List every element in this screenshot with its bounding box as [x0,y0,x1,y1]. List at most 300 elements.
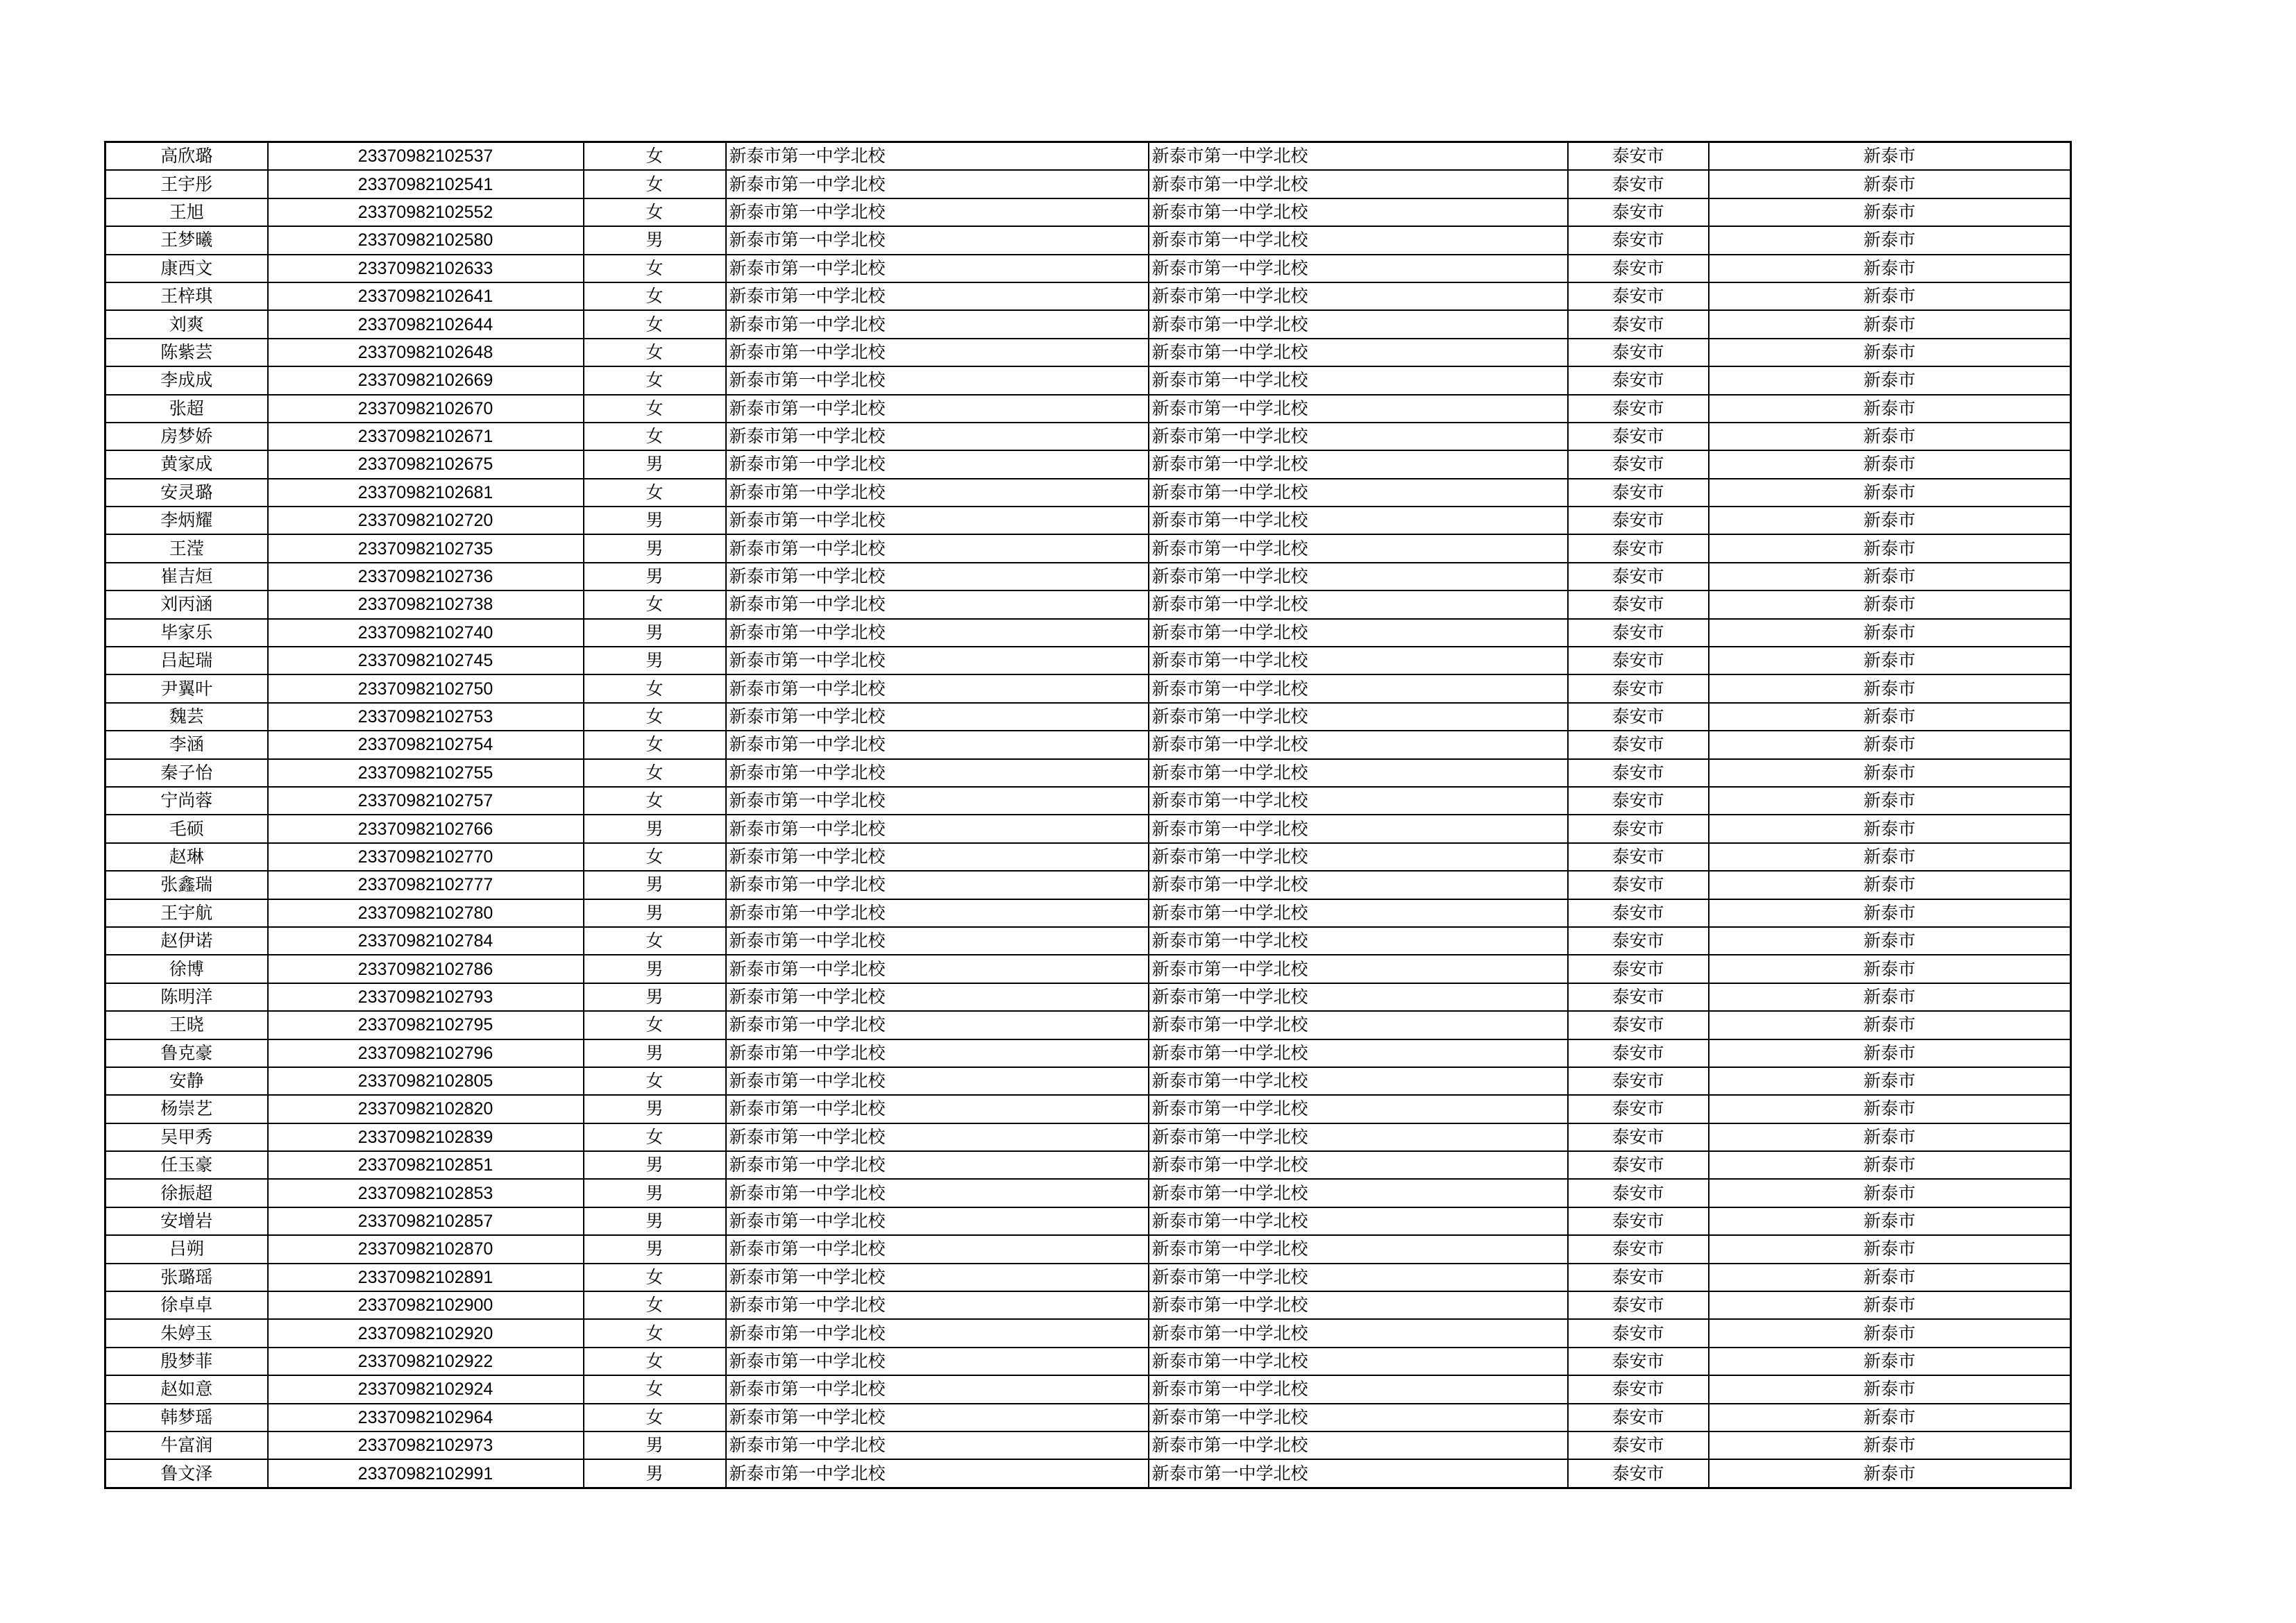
school2-cell: 新泰市第一中学北校 [1149,955,1568,983]
roster-body [105,142,2071,1488]
school-cell: 新泰市第一中学北校 [726,423,1149,450]
table-row [105,1459,2071,1488]
gender-cell: 女 [584,759,726,787]
gender-cell: 女 [584,395,726,423]
county-cell: 新泰市 [1709,255,2071,282]
student-id-cell: 23370982102766 [268,815,584,842]
county-cell: 新泰市 [1709,843,2071,871]
city-cell: 泰安市 [1568,1291,1709,1319]
table-row [105,1348,2071,1375]
table-row [105,339,2071,366]
student-id-cell: 23370982102839 [268,1123,584,1151]
county-cell: 新泰市 [1709,731,2071,758]
gender-cell: 男 [584,983,726,1011]
gender-cell: 女 [584,255,726,282]
school-cell: 新泰市第一中学北校 [726,759,1149,787]
school2-cell: 新泰市第一中学北校 [1149,674,1568,702]
county-cell: 新泰市 [1709,1123,2071,1151]
county-cell: 新泰市 [1709,142,2071,171]
school-cell: 新泰市第一中学北校 [726,787,1149,815]
school2-cell: 新泰市第一中学北校 [1149,1404,1568,1431]
gender-cell: 女 [584,142,726,171]
county-cell: 新泰市 [1709,170,2071,198]
student-id-cell: 23370982102973 [268,1431,584,1459]
county-cell: 新泰市 [1709,507,2071,534]
school-cell: 新泰市第一中学北校 [726,282,1149,310]
county-cell: 新泰市 [1709,310,2071,338]
table-row [105,815,2071,842]
city-cell: 泰安市 [1568,423,1709,450]
school2-cell: 新泰市第一中学北校 [1149,1095,1568,1123]
school2-cell: 新泰市第一中学北校 [1149,1067,1568,1095]
student-name-cell: 张鑫瑞 [105,871,268,899]
table-row [105,310,2071,338]
school2-cell: 新泰市第一中学北校 [1149,787,1568,815]
gender-cell: 女 [584,1264,726,1291]
student-name-cell: 李成成 [105,366,268,394]
gender-cell: 女 [584,787,726,815]
gender-cell: 男 [584,1095,726,1123]
student-name-cell: 吴甲秀 [105,1123,268,1151]
school-cell: 新泰市第一中学北校 [726,479,1149,507]
student-name-cell: 刘爽 [105,310,268,338]
student-name-cell: 王宇彤 [105,170,268,198]
city-cell: 泰安市 [1568,366,1709,394]
school2-cell: 新泰市第一中学北校 [1149,282,1568,310]
school2-cell: 新泰市第一中学北校 [1149,226,1568,254]
city-cell: 泰安市 [1568,1011,1709,1039]
school-cell: 新泰市第一中学北校 [726,1291,1149,1319]
student-id-cell: 23370982102777 [268,871,584,899]
county-cell: 新泰市 [1709,815,2071,842]
table-row [105,226,2071,254]
school2-cell: 新泰市第一中学北校 [1149,142,1568,171]
city-cell: 泰安市 [1568,1151,1709,1179]
gender-cell: 女 [584,170,726,198]
student-name-cell: 王梦曦 [105,226,268,254]
gender-cell: 女 [584,1067,726,1095]
county-cell: 新泰市 [1709,787,2071,815]
gender-cell: 女 [584,1375,726,1403]
county-cell: 新泰市 [1709,619,2071,647]
city-cell: 泰安市 [1568,871,1709,899]
school2-cell: 新泰市第一中学北校 [1149,871,1568,899]
student-id-cell: 23370982102853 [268,1179,584,1207]
table-row [105,759,2071,787]
student-id-cell: 23370982102648 [268,339,584,366]
school-cell: 新泰市第一中学北校 [726,955,1149,983]
school-cell: 新泰市第一中学北校 [726,310,1149,338]
table-row [105,479,2071,507]
gender-cell: 男 [584,871,726,899]
student-name-cell: 王旭 [105,198,268,226]
student-id-cell: 23370982102784 [268,927,584,955]
county-cell: 新泰市 [1709,759,2071,787]
student-name-cell: 李炳耀 [105,507,268,534]
student-id-cell: 23370982102922 [268,1348,584,1375]
county-cell: 新泰市 [1709,366,2071,394]
city-cell: 泰安市 [1568,927,1709,955]
school2-cell: 新泰市第一中学北校 [1149,1151,1568,1179]
gender-cell: 男 [584,563,726,590]
table-row [105,955,2071,983]
city-cell: 泰安市 [1568,450,1709,478]
table-row [105,255,2071,282]
city-cell: 泰安市 [1568,815,1709,842]
student-name-cell: 赵琳 [105,843,268,871]
gender-cell: 女 [584,423,726,450]
city-cell: 泰安市 [1568,1319,1709,1347]
student-id-cell: 23370982102670 [268,395,584,423]
school-cell: 新泰市第一中学北校 [726,1264,1149,1291]
table-row [105,1095,2071,1123]
city-cell: 泰安市 [1568,198,1709,226]
student-id-cell: 23370982102537 [268,142,584,171]
table-row [105,1404,2071,1431]
table-row [105,1151,2071,1179]
table-row [105,534,2071,562]
table-row [105,1264,2071,1291]
table-row [105,1431,2071,1459]
student-id-cell: 23370982102991 [268,1459,584,1488]
table-row [105,590,2071,618]
student-name-cell: 殷梦菲 [105,1348,268,1375]
student-name-cell: 尹翼叶 [105,674,268,702]
city-cell: 泰安市 [1568,1431,1709,1459]
city-cell: 泰安市 [1568,1207,1709,1235]
student-id-cell: 23370982102964 [268,1404,584,1431]
school2-cell: 新泰市第一中学北校 [1149,310,1568,338]
school2-cell: 新泰市第一中学北校 [1149,1235,1568,1263]
gender-cell: 女 [584,1291,726,1319]
school2-cell: 新泰市第一中学北校 [1149,1319,1568,1347]
county-cell: 新泰市 [1709,1179,2071,1207]
school-cell: 新泰市第一中学北校 [726,619,1149,647]
county-cell: 新泰市 [1709,1291,2071,1319]
school-cell: 新泰市第一中学北校 [726,170,1149,198]
student-id-cell: 23370982102805 [268,1067,584,1095]
city-cell: 泰安市 [1568,1459,1709,1488]
school-cell: 新泰市第一中学北校 [726,534,1149,562]
student-id-cell: 23370982102851 [268,1151,584,1179]
gender-cell: 男 [584,450,726,478]
county-cell: 新泰市 [1709,590,2071,618]
table-row [105,1039,2071,1067]
student-id-cell: 23370982102796 [268,1039,584,1067]
student-name-cell: 吕起瑞 [105,647,268,674]
school-cell: 新泰市第一中学北校 [726,927,1149,955]
school-cell: 新泰市第一中学北校 [726,1207,1149,1235]
student-id-cell: 23370982102780 [268,899,584,927]
student-name-cell: 黄家成 [105,450,268,478]
city-cell: 泰安市 [1568,787,1709,815]
school2-cell: 新泰市第一中学北校 [1149,815,1568,842]
student-id-cell: 23370982102669 [268,366,584,394]
student-id-cell: 23370982102924 [268,1375,584,1403]
school-cell: 新泰市第一中学北校 [726,1151,1149,1179]
student-id-cell: 23370982102735 [268,534,584,562]
city-cell: 泰安市 [1568,1375,1709,1403]
student-name-cell: 张璐瑶 [105,1264,268,1291]
school2-cell: 新泰市第一中学北校 [1149,1459,1568,1488]
gender-cell: 男 [584,1459,726,1488]
county-cell: 新泰市 [1709,1151,2071,1179]
student-id-cell: 23370982102793 [268,983,584,1011]
city-cell: 泰安市 [1568,339,1709,366]
school2-cell: 新泰市第一中学北校 [1149,1179,1568,1207]
city-cell: 泰安市 [1568,1123,1709,1151]
county-cell: 新泰市 [1709,1459,2071,1488]
school-cell: 新泰市第一中学北校 [726,815,1149,842]
county-cell: 新泰市 [1709,1319,2071,1347]
table-row [105,1207,2071,1235]
student-name-cell: 宁尚蓉 [105,787,268,815]
school2-cell: 新泰市第一中学北校 [1149,843,1568,871]
gender-cell: 女 [584,1404,726,1431]
student-id-cell: 23370982102681 [268,479,584,507]
city-cell: 泰安市 [1568,731,1709,758]
school2-cell: 新泰市第一中学北校 [1149,759,1568,787]
student-name-cell: 陈紫芸 [105,339,268,366]
table-row [105,366,2071,394]
student-name-cell: 王梓琪 [105,282,268,310]
school-cell: 新泰市第一中学北校 [726,1235,1149,1263]
table-row [105,507,2071,534]
county-cell: 新泰市 [1709,899,2071,927]
school-cell: 新泰市第一中学北校 [726,983,1149,1011]
table-row [105,647,2071,674]
school-cell: 新泰市第一中学北校 [726,843,1149,871]
gender-cell: 男 [584,507,726,534]
table-row [105,843,2071,871]
gender-cell: 男 [584,955,726,983]
gender-cell: 女 [584,1319,726,1347]
student-id-cell: 23370982102757 [268,787,584,815]
gender-cell: 女 [584,366,726,394]
city-cell: 泰安市 [1568,170,1709,198]
county-cell: 新泰市 [1709,339,2071,366]
county-cell: 新泰市 [1709,1235,2071,1263]
county-cell: 新泰市 [1709,703,2071,731]
city-cell: 泰安市 [1568,983,1709,1011]
gender-cell: 男 [584,647,726,674]
city-cell: 泰安市 [1568,563,1709,590]
city-cell: 泰安市 [1568,759,1709,787]
student-id-cell: 23370982102891 [268,1264,584,1291]
student-id-cell: 23370982102644 [268,310,584,338]
city-cell: 泰安市 [1568,1404,1709,1431]
gender-cell: 女 [584,310,726,338]
gender-cell: 女 [584,282,726,310]
school2-cell: 新泰市第一中学北校 [1149,479,1568,507]
table-row [105,170,2071,198]
county-cell: 新泰市 [1709,198,2071,226]
student-name-cell: 毛硕 [105,815,268,842]
county-cell: 新泰市 [1709,1207,2071,1235]
table-row [105,787,2071,815]
student-id-cell: 23370982102755 [268,759,584,787]
student-name-cell: 陈明洋 [105,983,268,1011]
gender-cell: 男 [584,815,726,842]
gender-cell: 男 [584,619,726,647]
table-row [105,1179,2071,1207]
student-name-cell: 杨崇艺 [105,1095,268,1123]
school-cell: 新泰市第一中学北校 [726,1123,1149,1151]
school2-cell: 新泰市第一中学北校 [1149,507,1568,534]
table-row [105,198,2071,226]
gender-cell: 女 [584,198,726,226]
city-cell: 泰安市 [1568,1095,1709,1123]
student-id-cell: 23370982102750 [268,674,584,702]
student-id-cell: 23370982102795 [268,1011,584,1039]
table-row [105,1067,2071,1095]
county-cell: 新泰市 [1709,1348,2071,1375]
city-cell: 泰安市 [1568,1264,1709,1291]
student-name-cell: 秦子怡 [105,759,268,787]
county-cell: 新泰市 [1709,871,2071,899]
student-name-cell: 朱婷玉 [105,1319,268,1347]
school-cell: 新泰市第一中学北校 [726,1348,1149,1375]
county-cell: 新泰市 [1709,479,2071,507]
table-row [105,731,2071,758]
county-cell: 新泰市 [1709,1264,2071,1291]
city-cell: 泰安市 [1568,282,1709,310]
student-id-cell: 23370982102754 [268,731,584,758]
table-row [105,1123,2071,1151]
gender-cell: 男 [584,1151,726,1179]
table-row [105,619,2071,647]
table-row [105,1375,2071,1403]
table-row [105,450,2071,478]
school2-cell: 新泰市第一中学北校 [1149,731,1568,758]
student-name-cell: 崔吉烜 [105,563,268,590]
city-cell: 泰安市 [1568,1235,1709,1263]
county-cell: 新泰市 [1709,955,2071,983]
school-cell: 新泰市第一中学北校 [726,731,1149,758]
student-id-cell: 23370982102745 [268,647,584,674]
school2-cell: 新泰市第一中学北校 [1149,366,1568,394]
student-name-cell: 赵伊诺 [105,927,268,955]
school-cell: 新泰市第一中学北校 [726,1039,1149,1067]
school2-cell: 新泰市第一中学北校 [1149,339,1568,366]
gender-cell: 男 [584,1207,726,1235]
school-cell: 新泰市第一中学北校 [726,1375,1149,1403]
student-id-cell: 23370982102633 [268,255,584,282]
gender-cell: 女 [584,590,726,618]
student-name-cell: 鲁文泽 [105,1459,268,1488]
school-cell: 新泰市第一中学北校 [726,450,1149,478]
county-cell: 新泰市 [1709,1375,2071,1403]
gender-cell: 女 [584,479,726,507]
gender-cell: 女 [584,1348,726,1375]
student-id-cell: 23370982102541 [268,170,584,198]
city-cell: 泰安市 [1568,142,1709,171]
school2-cell: 新泰市第一中学北校 [1149,450,1568,478]
student-name-cell: 李涵 [105,731,268,758]
student-id-cell: 23370982102738 [268,590,584,618]
student-id-cell: 23370982102641 [268,282,584,310]
student-name-cell: 鲁克豪 [105,1039,268,1067]
student-id-cell: 23370982102820 [268,1095,584,1123]
county-cell: 新泰市 [1709,674,2071,702]
school-cell: 新泰市第一中学北校 [726,674,1149,702]
city-cell: 泰安市 [1568,255,1709,282]
city-cell: 泰安市 [1568,1067,1709,1095]
county-cell: 新泰市 [1709,563,2071,590]
school-cell: 新泰市第一中学北校 [726,1095,1149,1123]
city-cell: 泰安市 [1568,1179,1709,1207]
student-id-cell: 23370982102671 [268,423,584,450]
school2-cell: 新泰市第一中学北校 [1149,647,1568,674]
student-name-cell: 徐振超 [105,1179,268,1207]
gender-cell: 女 [584,674,726,702]
gender-cell: 女 [584,339,726,366]
city-cell: 泰安市 [1568,310,1709,338]
city-cell: 泰安市 [1568,899,1709,927]
student-name-cell: 任玉豪 [105,1151,268,1179]
school-cell: 新泰市第一中学北校 [726,871,1149,899]
school2-cell: 新泰市第一中学北校 [1149,255,1568,282]
school2-cell: 新泰市第一中学北校 [1149,1348,1568,1375]
student-name-cell: 安增岩 [105,1207,268,1235]
school-cell: 新泰市第一中学北校 [726,1431,1149,1459]
student-name-cell: 徐博 [105,955,268,983]
school-cell: 新泰市第一中学北校 [726,647,1149,674]
table-row [105,1011,2071,1039]
school2-cell: 新泰市第一中学北校 [1149,590,1568,618]
school-cell: 新泰市第一中学北校 [726,1319,1149,1347]
county-cell: 新泰市 [1709,1095,2071,1123]
student-name-cell: 康西文 [105,255,268,282]
gender-cell: 女 [584,1123,726,1151]
city-cell: 泰安市 [1568,619,1709,647]
table-row [105,899,2071,927]
gender-cell: 男 [584,899,726,927]
school2-cell: 新泰市第一中学北校 [1149,1375,1568,1403]
gender-cell: 男 [584,1179,726,1207]
school2-cell: 新泰市第一中学北校 [1149,927,1568,955]
city-cell: 泰安市 [1568,703,1709,731]
student-name-cell: 安灵璐 [105,479,268,507]
gender-cell: 女 [584,843,726,871]
school2-cell: 新泰市第一中学北校 [1149,983,1568,1011]
city-cell: 泰安市 [1568,674,1709,702]
city-cell: 泰安市 [1568,479,1709,507]
table-row [105,423,2071,450]
student-name-cell: 王晓 [105,1011,268,1039]
city-cell: 泰安市 [1568,1039,1709,1067]
table-row [105,871,2071,899]
school2-cell: 新泰市第一中学北校 [1149,1039,1568,1067]
school2-cell: 新泰市第一中学北校 [1149,1264,1568,1291]
school2-cell: 新泰市第一中学北校 [1149,170,1568,198]
student-id-cell: 23370982102675 [268,450,584,478]
gender-cell: 男 [584,534,726,562]
county-cell: 新泰市 [1709,1431,2071,1459]
school2-cell: 新泰市第一中学北校 [1149,703,1568,731]
school2-cell: 新泰市第一中学北校 [1149,1291,1568,1319]
table-row [105,927,2071,955]
city-cell: 泰安市 [1568,590,1709,618]
county-cell: 新泰市 [1709,282,2071,310]
gender-cell: 男 [584,226,726,254]
gender-cell: 女 [584,731,726,758]
table-row [105,282,2071,310]
school-cell: 新泰市第一中学北校 [726,1459,1149,1488]
school-cell: 新泰市第一中学北校 [726,703,1149,731]
county-cell: 新泰市 [1709,927,2071,955]
student-name-cell: 刘丙涵 [105,590,268,618]
